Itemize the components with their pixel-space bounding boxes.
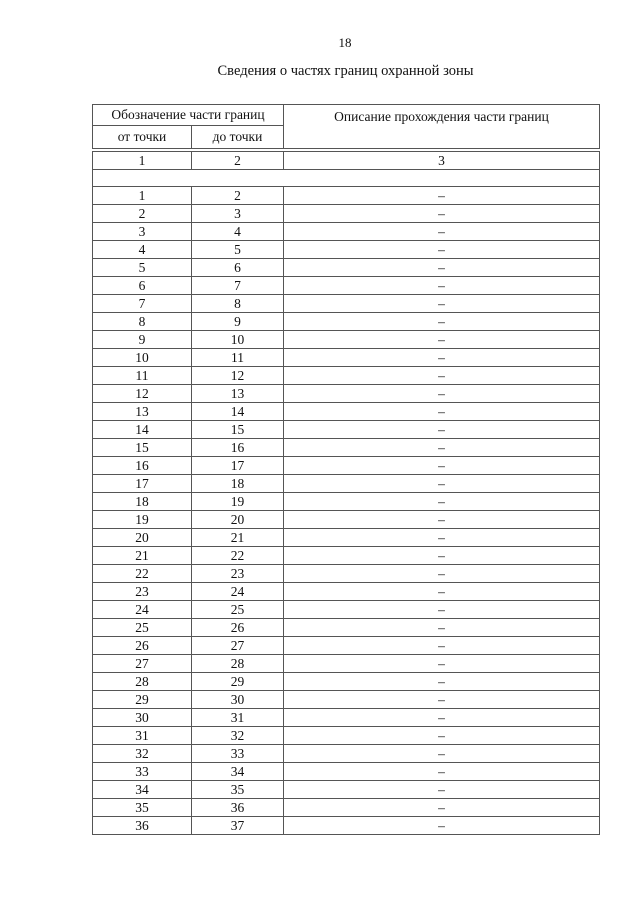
to-point-cell: 35 [192, 781, 284, 799]
to-point-cell: 17 [192, 457, 284, 475]
from-point-cell: 17 [93, 475, 192, 493]
from-point-cell: 18 [93, 493, 192, 511]
description-cell: – [284, 691, 600, 709]
description-cell: – [284, 601, 600, 619]
table-row [93, 367, 600, 385]
boundary-parts-table [92, 104, 600, 835]
to-point-cell: 6 [192, 259, 284, 277]
description-cell: – [284, 781, 600, 799]
from-point-cell: 26 [93, 637, 192, 655]
description-cell: – [284, 457, 600, 475]
table-row [93, 403, 600, 421]
from-point-cell: 4 [93, 241, 192, 259]
table-row [93, 709, 600, 727]
table-row [93, 781, 600, 799]
from-point-cell: 30 [93, 709, 192, 727]
to-point-cell: 27 [192, 637, 284, 655]
table-row [93, 817, 600, 835]
empty-row [93, 170, 600, 187]
from-point-cell: 28 [93, 673, 192, 691]
table-row [93, 277, 600, 295]
to-point-cell: 16 [192, 439, 284, 457]
description-cell: – [284, 583, 600, 601]
to-point-cell: 32 [192, 727, 284, 745]
to-point-cell: 4 [192, 223, 284, 241]
col-number: 1 [93, 152, 192, 170]
table-row [93, 547, 600, 565]
description-cell: – [284, 673, 600, 691]
to-point-cell: 34 [192, 763, 284, 781]
from-point-cell: 24 [93, 601, 192, 619]
from-point-cell: 8 [93, 313, 192, 331]
page-number: 18 [338, 35, 352, 50]
description-cell: – [284, 619, 600, 637]
table-row [93, 475, 600, 493]
description-cell: – [284, 205, 600, 223]
to-point-cell: 20 [192, 511, 284, 529]
table-row [93, 331, 600, 349]
from-point-cell: 5 [93, 259, 192, 277]
from-point-cell: 3 [93, 223, 192, 241]
to-point-cell: 30 [192, 691, 284, 709]
table-row [93, 385, 600, 403]
table-row [93, 223, 600, 241]
description-cell: – [284, 763, 600, 781]
column-numbers-row [93, 152, 600, 170]
from-point-cell: 35 [93, 799, 192, 817]
header-description: Описание прохождения части границ [284, 105, 600, 149]
from-point-cell: 25 [93, 619, 192, 637]
description-cell: – [284, 277, 600, 295]
table-row [93, 493, 600, 511]
header-group: Обозначение части границ [93, 105, 284, 126]
to-point-cell: 14 [192, 403, 284, 421]
to-point-cell: 33 [192, 745, 284, 763]
to-point-cell: 24 [192, 583, 284, 601]
from-point-cell: 9 [93, 331, 192, 349]
description-cell: – [284, 223, 600, 241]
description-cell: – [284, 439, 600, 457]
table-row [93, 691, 600, 709]
table-row [93, 511, 600, 529]
to-point-cell: 25 [192, 601, 284, 619]
from-point-cell: 32 [93, 745, 192, 763]
to-point-cell: 18 [192, 475, 284, 493]
to-point-cell: 7 [192, 277, 284, 295]
description-cell: – [284, 349, 600, 367]
description-cell: – [284, 187, 600, 205]
to-point-cell: 5 [192, 241, 284, 259]
to-point-cell: 3 [192, 205, 284, 223]
header-from: от точки [93, 126, 192, 149]
col-number: 3 [284, 152, 600, 170]
from-point-cell: 14 [93, 421, 192, 439]
from-point-cell: 15 [93, 439, 192, 457]
table-row [93, 457, 600, 475]
to-point-cell: 31 [192, 709, 284, 727]
from-point-cell: 16 [93, 457, 192, 475]
empty-cell [93, 170, 600, 187]
table-row [93, 673, 600, 691]
description-cell: – [284, 295, 600, 313]
table-row [93, 295, 600, 313]
table-row [93, 565, 600, 583]
description-cell: – [284, 241, 600, 259]
to-point-cell: 8 [192, 295, 284, 313]
table-row [93, 619, 600, 637]
to-point-cell: 22 [192, 547, 284, 565]
table-row [93, 763, 600, 781]
to-point-cell: 26 [192, 619, 284, 637]
description-cell: – [284, 403, 600, 421]
table-row [93, 637, 600, 655]
to-point-cell: 29 [192, 673, 284, 691]
from-point-cell: 20 [93, 529, 192, 547]
col-number: 2 [192, 152, 284, 170]
to-point-cell: 15 [192, 421, 284, 439]
table-row [93, 745, 600, 763]
from-point-cell: 2 [93, 205, 192, 223]
from-point-cell: 34 [93, 781, 192, 799]
from-point-cell: 36 [93, 817, 192, 835]
to-point-cell: 23 [192, 565, 284, 583]
description-cell: – [284, 799, 600, 817]
table-row [93, 655, 600, 673]
description-cell: – [284, 385, 600, 403]
table-row [93, 799, 600, 817]
from-point-cell: 27 [93, 655, 192, 673]
description-cell: – [284, 529, 600, 547]
from-point-cell: 23 [93, 583, 192, 601]
description-cell: – [284, 511, 600, 529]
from-point-cell: 12 [93, 385, 192, 403]
to-point-cell: 21 [192, 529, 284, 547]
table-row [93, 421, 600, 439]
description-cell: – [284, 745, 600, 763]
to-point-cell: 9 [192, 313, 284, 331]
from-point-cell: 22 [93, 565, 192, 583]
table-row [93, 349, 600, 367]
from-point-cell: 33 [93, 763, 192, 781]
description-cell: – [284, 727, 600, 745]
description-cell: – [284, 637, 600, 655]
table-row [93, 601, 600, 619]
to-point-cell: 36 [192, 799, 284, 817]
table-row [93, 583, 600, 601]
description-cell: – [284, 565, 600, 583]
to-point-cell: 11 [192, 349, 284, 367]
from-point-cell: 29 [93, 691, 192, 709]
description-cell: – [284, 655, 600, 673]
table-row [93, 187, 600, 205]
description-cell: – [284, 331, 600, 349]
from-point-cell: 19 [93, 511, 192, 529]
description-cell: – [284, 493, 600, 511]
from-point-cell: 21 [93, 547, 192, 565]
description-cell: – [284, 547, 600, 565]
description-cell: – [284, 367, 600, 385]
from-point-cell: 10 [93, 349, 192, 367]
description-cell: – [284, 709, 600, 727]
description-cell: – [284, 313, 600, 331]
description-cell: – [284, 817, 600, 835]
to-point-cell: 28 [192, 655, 284, 673]
table-row [93, 241, 600, 259]
from-point-cell: 31 [93, 727, 192, 745]
description-cell: – [284, 421, 600, 439]
table-row [93, 205, 600, 223]
from-point-cell: 11 [93, 367, 192, 385]
to-point-cell: 2 [192, 187, 284, 205]
from-point-cell: 7 [93, 295, 192, 313]
to-point-cell: 37 [192, 817, 284, 835]
description-cell: – [284, 259, 600, 277]
to-point-cell: 12 [192, 367, 284, 385]
table-row [93, 529, 600, 547]
table-row [93, 439, 600, 457]
table-row [93, 313, 600, 331]
to-point-cell: 19 [192, 493, 284, 511]
page-title: Сведения о частях границ охранной зоны [217, 63, 474, 79]
to-point-cell: 13 [192, 385, 284, 403]
from-point-cell: 6 [93, 277, 192, 295]
table-row [93, 259, 600, 277]
description-cell: – [284, 475, 600, 493]
from-point-cell: 13 [93, 403, 192, 421]
from-point-cell: 1 [93, 187, 192, 205]
to-point-cell: 10 [192, 331, 284, 349]
header-row [93, 105, 600, 126]
table-row [93, 727, 600, 745]
header-to: до точки [192, 126, 284, 149]
